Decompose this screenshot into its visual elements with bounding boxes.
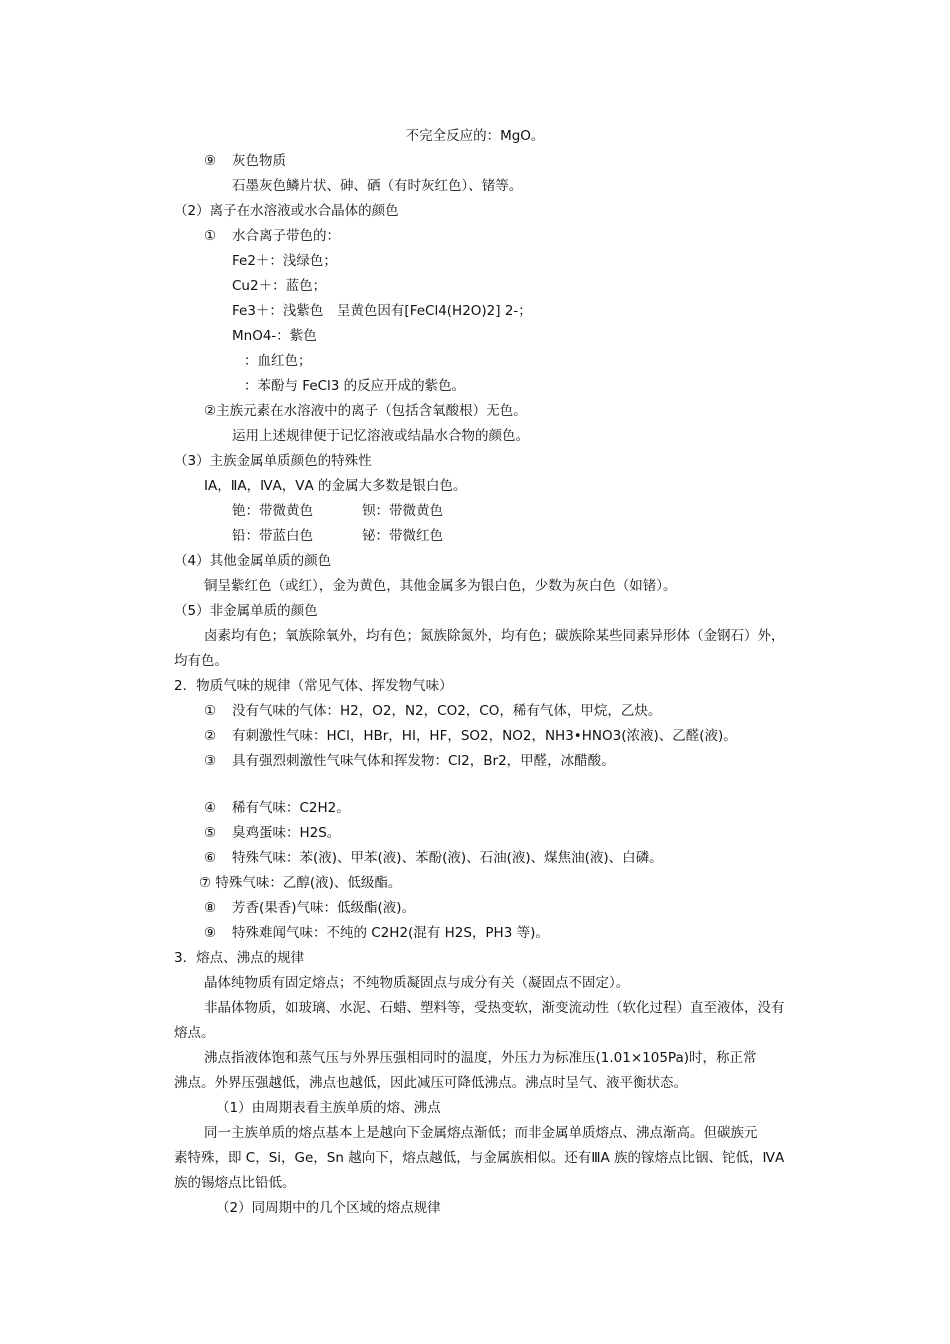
list-item: ② 有刺激性气味：HCl，HBr，HI，HF，SO2，NO2，NH3•HNO3(浓液)、乙醛(液)。: [204, 724, 737, 749]
list-marker: ③: [204, 753, 217, 769]
text-line: ②主族元素在水溶液中的离子（包括含氧酸根）无色。: [204, 403, 527, 419]
section-heading: （1）由周期表看主族单质的熔、沸点: [216, 1100, 441, 1116]
list-marker: ①: [204, 228, 217, 244]
list-marker: ①: [204, 703, 217, 719]
list-marker: ⑥: [204, 850, 217, 866]
section-heading: 3．熔点、沸点的规律: [174, 950, 305, 966]
text-line: Fe2＋：浅绿色；: [232, 253, 337, 269]
text-line: ：苯酚与 FeCl3 的反应开成的紫色。: [244, 378, 466, 394]
text-line: 族的锡熔点比铅低。: [174, 1175, 296, 1191]
text-line: 卤素均有色；氧族除氧外，均有色；氮族除氮外，均有色；碳族除某些同素异形体（金钢石）外，: [204, 628, 785, 644]
text-line: ⅠA，ⅡA，ⅣA，ⅤA 的金属大多数是银白色。: [204, 478, 467, 494]
section-heading: （2）离子在水溶液或水合晶体的颜色: [174, 203, 399, 219]
text-line: ：血红色；: [244, 353, 312, 369]
text-line: Cu2＋：蓝色；: [232, 278, 327, 294]
list-item: ① 没有气味的气体：H2，O2，N2，CO2，CO，稀有气体，甲烷，乙炔。: [204, 699, 661, 724]
list-marker: ⑨: [204, 925, 217, 941]
list-item: ⑨ 灰色物质: [204, 149, 286, 174]
text-line: 铜呈紫红色（或红），金为黄色，其他金属多为银白色，少数为灰白色（如锗）。: [204, 578, 677, 594]
text-line: 晶体纯物质有固定熔点；不纯物质凝固点与成分有关（凝固点不固定）。: [204, 975, 630, 991]
section-heading: 2．物质气味的规律（常见气体、挥发物气味）: [174, 678, 453, 694]
text-line: 铯：带微黄色 钡：带微黄色: [232, 503, 443, 519]
text-line: 铅：带蓝白色 铋：带微红色: [232, 528, 443, 544]
list-item: ⑨ 特殊难闻气味：不纯的 C2H2(混有 H2S，PH3 等)。: [204, 921, 549, 946]
section-heading: （4）其他金属单质的颜色: [174, 553, 332, 569]
list-item: ③ 具有强烈刺激性气味气体和挥发物：Cl2，Br2，甲醛，冰醋酸。: [204, 749, 615, 774]
text-line: 石墨灰色鳞片状、砷、硒（有时灰红色）、锗等。: [232, 178, 523, 194]
list-item: ⑥ 特殊气味：苯(液)、甲苯(液)、苯酚(液)、石油(液)、煤焦油(液)、白磷。: [204, 846, 663, 871]
list-item: ⑧ 芳香(果香)气味：低级酯(液)。: [204, 896, 415, 921]
list-marker: ⑤: [204, 825, 217, 841]
text-line: 熔点。: [174, 1025, 215, 1041]
text-line: Fe3＋：浅紫色 呈黄色因有[FeCl4(H2O)2] 2-；: [232, 303, 532, 319]
text-line: 运用上述规律便于记忆溶液或结晶水合物的颜色。: [232, 428, 529, 444]
list-marker: ⑨: [204, 153, 217, 169]
section-heading: （5）非金属单质的颜色: [174, 603, 318, 619]
list-item: ⑤ 臭鸡蛋味：H2S。: [204, 821, 340, 846]
text-line: 沸点指液体饱和蒸气压与外界压强相同时的温度，外压力为标准压(1.01×105Pa)时，称正常: [204, 1050, 757, 1066]
list-item: ⑦ 特殊气味：乙醇(液)、低级酯。: [199, 875, 402, 891]
text-line: 素特殊，即 C，Si，Ge，Sn 越向下，熔点越低，与金属族相似。还有ⅢA 族的镓熔点比铟、铊低，ⅣA: [174, 1150, 785, 1166]
list-marker: ⑧: [204, 900, 217, 916]
text-line: 非晶体物质，如玻璃、水泥、石蜡、塑料等，受热变软，渐变流动性（软化过程）直至液体，没有: [204, 1000, 785, 1016]
text-line: 沸点。外界压强越低，沸点也越低，因此减压可降低沸点。沸点时呈气、液平衡状态。: [174, 1075, 687, 1091]
text-line: MnO4-：紫色: [232, 328, 317, 344]
section-heading: （3）主族金属单质颜色的特殊性: [174, 453, 372, 469]
section-heading: （2）同周期中的几个区域的熔点规律: [216, 1200, 441, 1216]
list-item: ④ 稀有气味：C2H2。: [204, 796, 350, 821]
list-marker: ②: [204, 728, 217, 744]
list-item: ① 水合离子带色的：: [204, 224, 340, 249]
text-line: 均有色。: [174, 653, 228, 669]
list-marker: ④: [204, 800, 217, 816]
text-line: 不完全反应的：MgO。: [405, 128, 545, 144]
text-line: 同一主族单质的熔点基本上是越向下金属熔点渐低；而非金属单质熔点、沸点渐高。但碳族元: [204, 1125, 758, 1141]
